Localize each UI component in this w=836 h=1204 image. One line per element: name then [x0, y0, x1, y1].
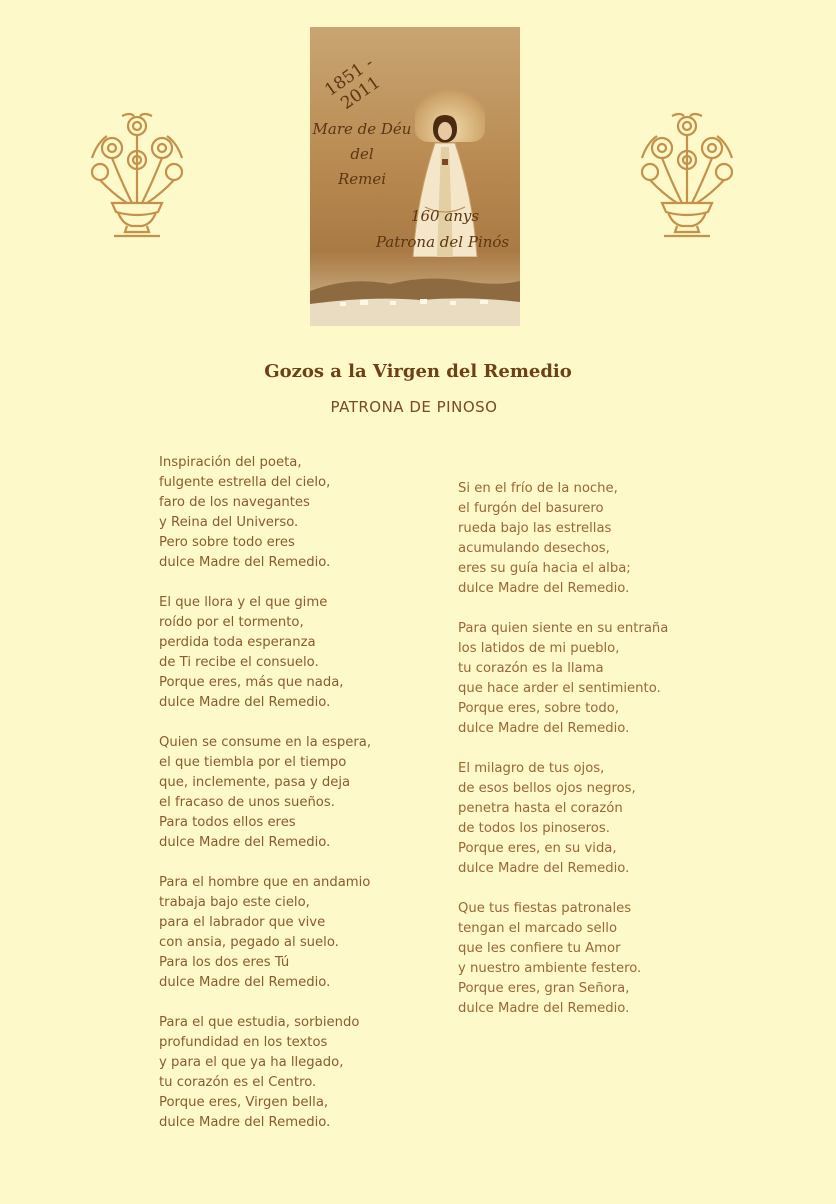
verse-line: faro de los navegantes: [159, 495, 310, 510]
verse-line: Pero sobre todo eres: [159, 535, 295, 550]
verse-line: Para el que estudia, sorbiendo: [159, 1015, 360, 1030]
poster-dedication: Mare de Déu del Remei: [312, 120, 412, 188]
verse-line: el que tiembla por el tiempo: [159, 755, 347, 770]
verse-line: los latidos de mi pueblo,: [458, 641, 620, 656]
verse-line: Porque eres, sobre todo,: [458, 701, 620, 716]
page-subtitle: PATRONA DE PINOSO: [330, 398, 498, 416]
verse-line: que, inclemente, pasa y deja: [159, 775, 351, 790]
stanza: [159, 593, 371, 713]
verse-line: el furgón del basurero: [458, 501, 604, 516]
verse-line: Para todos ellos eres: [159, 815, 296, 830]
verse-line: penetra hasta el corazón: [458, 801, 623, 816]
stanza: [458, 899, 668, 1019]
poem-column-right: [458, 479, 668, 1039]
verse-line: que les confiere tu Amor: [458, 941, 621, 956]
verse-line: de todos los pinoseros.: [458, 821, 610, 836]
verse-line: el fracaso de unos sueños.: [159, 795, 335, 810]
verse-line: dulce Madre del Remedio.: [159, 555, 331, 570]
verse-line: dulce Madre del Remedio.: [159, 975, 331, 990]
verse-line: y para el que ya ha llegado,: [159, 1055, 344, 1070]
verse-line: dulce Madre del Remedio.: [458, 721, 630, 736]
stanza: [159, 733, 371, 853]
verse-line: Si en el frío de la noche,: [458, 481, 618, 496]
verse-line: tu corazón es la llama: [458, 661, 604, 676]
verse-line: Porque eres, gran Señora,: [458, 981, 630, 996]
verse-line: Para el hombre que en andamio: [159, 875, 371, 890]
poem-column-left: [159, 453, 371, 1153]
verse-line: dulce Madre del Remedio.: [458, 1001, 630, 1016]
poster-anniversary: 160 anys: [410, 207, 480, 225]
verse-line: perdida toda esperanza: [159, 635, 316, 650]
verse-line: Porque eres, más que nada,: [159, 675, 344, 690]
verse-line: profundidad en los textos: [159, 1035, 328, 1050]
stanza: [159, 873, 371, 993]
verse-line: dulce Madre del Remedio.: [159, 1115, 331, 1130]
anniversary-poster: [310, 27, 520, 326]
stanza: [159, 453, 371, 573]
verse-line: que hace arder el sentimiento.: [458, 681, 661, 696]
verse-line: para el labrador que vive: [159, 915, 326, 930]
verse-line: y Reina del Universo.: [159, 515, 299, 530]
verse-line: tengan el marcado sello: [458, 921, 618, 936]
flower-vase-icon: [632, 108, 742, 240]
poster-patrona: Patrona del Pinós: [375, 233, 510, 251]
verse-line: Porque eres, Virgen bella,: [159, 1095, 329, 1110]
verse-line: fulgente estrella del cielo,: [159, 475, 331, 490]
verse-line: de esos bellos ojos negros,: [458, 781, 636, 796]
verse-line: dulce Madre del Remedio.: [159, 695, 331, 710]
verse-line: roído por el tormento,: [159, 615, 304, 630]
verse-line: dulce Madre del Remedio.: [159, 835, 331, 850]
verse-line: El que llora y el que gime: [159, 595, 328, 610]
verse-line: Quien se consume en la espera,: [159, 735, 372, 750]
verse-line: dulce Madre del Remedio.: [458, 581, 630, 596]
verse-line: con ansia, pegado al suelo.: [159, 935, 339, 950]
verse-line: acumulando desechos,: [458, 541, 610, 556]
stanza: [458, 759, 668, 879]
verse-line: Porque eres, en su vida,: [458, 841, 617, 856]
verse-line: rueda bajo las estrellas: [458, 521, 612, 536]
flower-vase-icon: [82, 108, 192, 240]
stanza: [458, 619, 668, 739]
verse-line: El milagro de tus ojos,: [458, 761, 605, 776]
verse-line: Inspiración del poeta,: [159, 455, 302, 470]
page-title: Gozos a la Virgen del Remedio: [264, 361, 572, 382]
town-landscape-image: [310, 266, 520, 326]
verse-line: tu corazón es el Centro.: [159, 1075, 317, 1090]
verse-line: dulce Madre del Remedio.: [458, 861, 630, 876]
verse-line: eres su guía hacia el alba;: [458, 561, 631, 576]
verse-line: y nuestro ambiente festero.: [458, 961, 642, 976]
verse-line: Que tus fiestas patronales: [458, 901, 632, 916]
poster-years: 1851 - 2011: [321, 53, 385, 114]
verse-line: trabaja bajo este cielo,: [159, 895, 310, 910]
verse-line: Para los dos eres Tú: [159, 955, 290, 970]
stanza: [458, 479, 668, 599]
verse-line: de Ti recibe el consuelo.: [159, 655, 319, 670]
stanza: [159, 1013, 371, 1133]
verse-line: Para quien siente en su entraña: [458, 621, 669, 636]
